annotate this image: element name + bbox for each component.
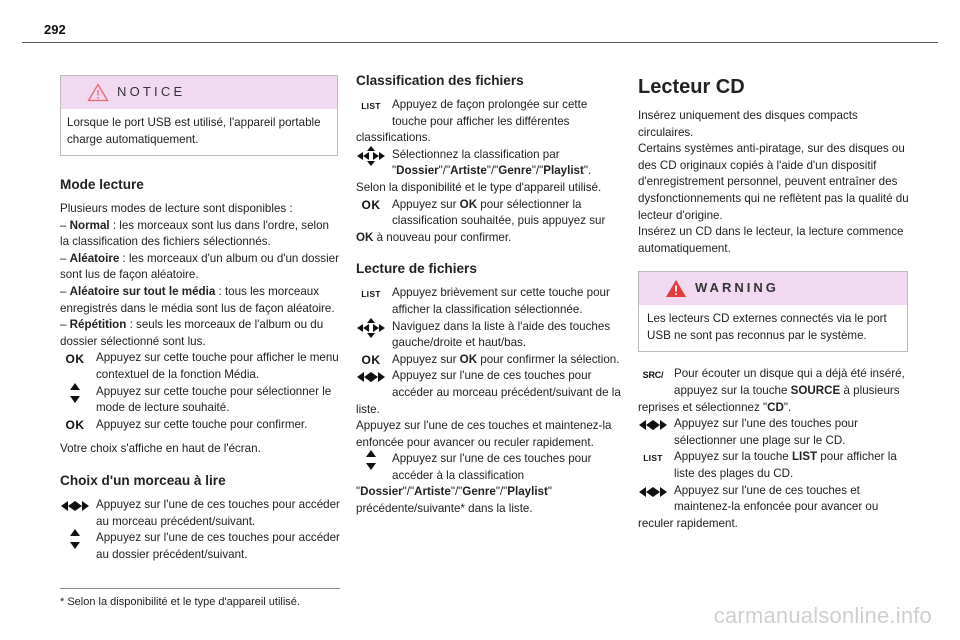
mode-step-ok-confirm: OK Appuyez sur cette touche pour confirmer. (60, 417, 340, 434)
column-left (60, 75, 340, 563)
mode-step-ok: OK Appuyez sur cette touche pour afficher le menu contextuel de la fonction Média. (60, 350, 340, 383)
mode-lecture-heading: Mode lecture (60, 177, 144, 192)
lecture-step5-classes: "Dossier"/"Artiste"/"Genre"/"Playlist" (356, 485, 552, 499)
cd-step-source: SRC/ Pour écouter un disque qui a déjà été inséré, appuyez sur la touche SOURCE à plusieurs reprises et sélectionnez "CD". (638, 367, 905, 414)
lecture-step-arrows: Naviguez dans la liste à l'aide des touches gauche/droite et haut/bas. (356, 319, 624, 352)
classification-note: Selon la disponibilité et le type d'appareil utilisé. (356, 180, 602, 194)
column-right (638, 72, 910, 532)
choix-step-updown: Appuyez sur l'une de ces touches pour accéder au dossier précédent/suivant. (60, 530, 340, 563)
left-right-arrows-icon (356, 369, 386, 385)
lecture-para: Appuyez sur l'une de ces touches et maintenez-la enfoncée pour avancer ou reculer rapidement. (356, 419, 612, 449)
lecture-step-ok: OK Appuyez sur OK pour confirmer la sélection. (356, 352, 624, 369)
up-down-arrows-icon (60, 385, 90, 401)
top-rule (22, 42, 938, 43)
cd-step-leftright: Appuyez sur l'une des touches pour sélectionner une plage sur le CD. (638, 416, 910, 449)
lecteur-cd-heading: Lecteur CD (638, 76, 745, 98)
up-down-arrows-icon (60, 531, 90, 547)
four-way-arrows-icon (356, 320, 386, 336)
mode-lecture-outro: Votre choix s'affiche en haut de l'écran. (60, 442, 261, 456)
warning-triangle-icon (87, 83, 109, 102)
footnote: * Selon la disponibilité et le type d'appareil utilisé. (60, 596, 300, 608)
lecture-step-updown: Appuyez sur l'une de ces touches pour accéder à la classification (356, 451, 624, 484)
classification-step-list: LIST Appuyez de façon prolongée sur cette touche pour afficher les différentes classifications. (356, 98, 588, 145)
page-number: 292 (44, 22, 66, 37)
choix-heading: Choix d'un morceau à lire (60, 472, 226, 488)
classification-step-arrows: Sélectionnez la classification par "Dossier"/"Artiste"/"Genre"/"Playlist". (356, 147, 624, 180)
mode-item-aleatoire-media: – Aléatoire sur tout le média : tous les morceaux enregistrés dans le média sont lus de façon aléatoire. (60, 284, 335, 315)
classification-heading: Classification des fichiers (356, 73, 524, 88)
cd-para-2: Certains systèmes anti-piratage, sur des disques ou des CD originaux copiés à l'aide d'un dispositif d'enregistrement personnel, peuvent entraîner des dysfonctionnements qui ne reflètent pas la qualité du lecteur d'origine. (638, 142, 909, 222)
left-right-arrows-icon (638, 484, 668, 500)
warning-title: WARNING (695, 280, 779, 296)
cd-para-3: Insérez un CD dans le lecteur, la lecture commence automatiquement. (638, 225, 904, 255)
list-button-icon: LIST (643, 453, 663, 464)
mode-item-repetition: – Répétition : seuls les morceaux de l'album ou du dossier sélectionné sont lus. (60, 318, 324, 348)
cd-step-fastforward: Appuyez sur l'une de ces touches et maintenez-la enfoncée pour avancer ou reculer rapidement. (638, 483, 879, 530)
lecture-step-list: LIST Appuyez brièvement sur cette touche pour afficher la classification sélectionnée. (356, 285, 624, 318)
source-button-icon: SRC/ (642, 370, 664, 381)
mode-item-normal: – Normal : les morceaux sont lus dans l'ordre, selon la classification des fichiers sélectionnés. (60, 218, 330, 249)
notice-header (61, 76, 337, 109)
column-middle (356, 72, 624, 518)
notice-text: Lorsque le port USB est utilisé, l'appareil portable charge automatiquement. (67, 116, 321, 146)
mode-lecture-intro: Plusieurs modes de lecture sont disponibles : (60, 202, 293, 215)
warning-box (638, 271, 908, 352)
lecture-step5-post: précédente/suivante* dans la liste. (356, 502, 533, 516)
choix-step-leftright: Appuyez sur l'une de ces touches pour accéder au morceau précédent/suivant. (60, 497, 340, 530)
list-button-icon: LIST (361, 289, 381, 300)
left-right-arrows-icon (60, 498, 90, 514)
ok-button-icon: OK (361, 353, 381, 368)
warning-triangle-icon (665, 279, 687, 298)
list-button-icon: LIST (361, 100, 381, 111)
lecture-step-leftright: Appuyez sur l'une de ces touches pour accéder au morceau précédent/suivant de la liste. (356, 369, 621, 416)
cd-step-list: LIST Appuyez sur la touche LIST pour afficher la liste des plages du CD. (638, 449, 910, 482)
notice-box (60, 75, 338, 156)
left-right-arrows-icon (638, 417, 668, 433)
mode-item-aleatoire: – Aléatoire : les morceaux d'un album ou d'un dossier sont lus de façon aléatoire. (60, 251, 339, 282)
warning-text: Les lecteurs CD externes connectés via le port USB ne sont pas reconnus par le système. (647, 312, 887, 343)
ok-button-icon: OK (361, 198, 381, 213)
notice-title: NOTICE (117, 84, 186, 99)
lecture-heading: Lecture de fichiers (356, 261, 477, 277)
classification-step-ok: OK Appuyez sur OK pour sélectionner la classification souhaitée, puis appuyez sur OK à nouveau pour confirmer. (356, 197, 606, 244)
ok-button-icon: OK (65, 352, 85, 367)
mode-step-updown: Appuyez sur cette touche pour sélectionner le mode de lecture souhaité. (60, 384, 340, 417)
footnote-rule (60, 588, 340, 589)
up-down-arrows-icon (356, 452, 386, 468)
watermark: carmanualsonline.info (713, 603, 932, 628)
ok-button-icon: OK (65, 418, 85, 433)
four-way-arrows-icon (356, 148, 386, 164)
warning-header (639, 272, 907, 305)
cd-para-1: Insérez uniquement des disques compacts circulaires. (638, 109, 858, 139)
